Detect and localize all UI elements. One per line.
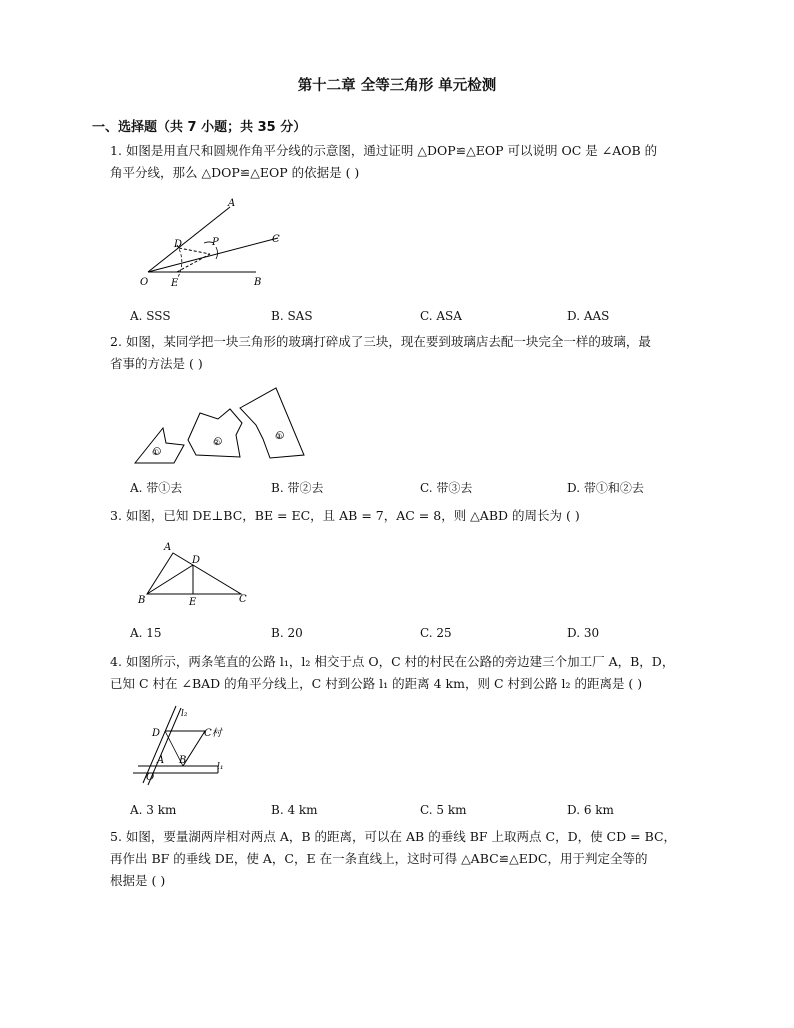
option-c[interactable]: C. 5 km <box>420 803 467 817</box>
option-b[interactable]: B. 20 <box>271 626 303 640</box>
label-A: A <box>228 198 236 209</box>
question-3-text: 3. 如图，已知 DE⊥BC，BE = EC，且 AB = 7，AC = 8，则 △ABD 的周长为 ( ) <box>110 508 580 523</box>
question-4-text: 4. 如图所示，两条笔直的公路 l₁，l₂ 相交于点 O，C 村的村民在公路的旁边建三个加工厂 A，B，D， 已知 C 村在 ∠BAD 的角平分线上，C 村到公路 l₁ 的距离 4 km，则 C 村到公路 l₂ 的距离是 ( ) <box>110 654 675 691</box>
label-P: P <box>212 237 219 248</box>
label-C: C <box>239 594 247 605</box>
option-a[interactable]: A. 3 km <box>130 803 177 817</box>
option-d[interactable]: D. 30 <box>567 626 600 640</box>
option-c[interactable]: C. ASA <box>420 309 462 323</box>
question-5-text: 5. 如图，要量湖两岸相对两点 A，B 的距离，可以在 AB 的垂线 BF 上取两点 C，D，使 CD = BC， 再作出 BF 的垂线 DE，使 A，C，E 在一条直线上，这时可得 △ABC≌△EDC，用于判定全等的 根据是 ( ) <box>110 829 677 888</box>
option-b[interactable]: B. 带②去 <box>271 481 324 495</box>
question-2-text: 2. 如图，某同学把一块三角形的玻璃打碎成了三块，现在要到玻璃店去配一块完全一样的玻璃，最 省事的方法是 ( ) <box>110 334 651 371</box>
option-d[interactable]: D. 6 km <box>567 803 614 817</box>
label-C: C <box>272 234 280 245</box>
label-A: A <box>157 755 165 766</box>
question-3-options <box>130 626 730 644</box>
question-1-figure <box>130 195 300 295</box>
option-d[interactable]: D. AAS <box>567 309 610 323</box>
option-a[interactable]: A. SSS <box>130 309 171 323</box>
piece-3-label: ③ <box>275 432 283 441</box>
label-l1: l₁ <box>217 762 224 772</box>
label-B: B <box>254 277 262 288</box>
label-O: O <box>140 277 149 288</box>
question-1-options <box>130 309 730 327</box>
question-4-figure <box>128 703 238 788</box>
section-title: 一、选择题（共 7 小题；共 35 分） <box>92 120 307 135</box>
option-b[interactable]: B. SAS <box>271 309 313 323</box>
question-2-figure <box>130 383 340 468</box>
option-a[interactable]: A. 带①去 <box>130 481 183 495</box>
label-l2: l₂ <box>181 709 188 719</box>
label-E: E <box>171 278 179 289</box>
label-B: B <box>179 755 187 766</box>
option-c[interactable]: C. 带③去 <box>420 481 473 495</box>
option-c[interactable]: C. 25 <box>420 626 452 640</box>
label-E: E <box>189 597 197 608</box>
option-b[interactable]: B. 4 km <box>271 803 318 817</box>
label-A: A <box>164 542 172 553</box>
label-B: B <box>138 595 146 606</box>
piece-1-label: ① <box>152 448 160 457</box>
label-D: D <box>192 555 201 566</box>
label-D: D <box>174 239 183 250</box>
label-D: D <box>152 728 161 739</box>
label-C-village: C村 <box>204 728 222 739</box>
page-title: 第十二章 全等三角形 单元检测 <box>297 78 497 94</box>
question-2-options <box>130 479 730 497</box>
question-1-text: 1. 如图是用直尺和圆规作角平分线的示意图，通过证明 △DOP≌△EOP 可以说明 OC 是 ∠AOB 的 角平分线，那么 △DOP≌△EOP 的依据是 ( ) <box>110 143 658 180</box>
piece-2-label: ② <box>213 438 221 447</box>
option-d[interactable]: D. 带①和②去 <box>567 481 644 495</box>
option-a[interactable]: A. 15 <box>130 626 162 640</box>
question-3-figure <box>135 540 255 610</box>
question-4-options <box>130 803 730 821</box>
label-O: O <box>146 772 155 783</box>
